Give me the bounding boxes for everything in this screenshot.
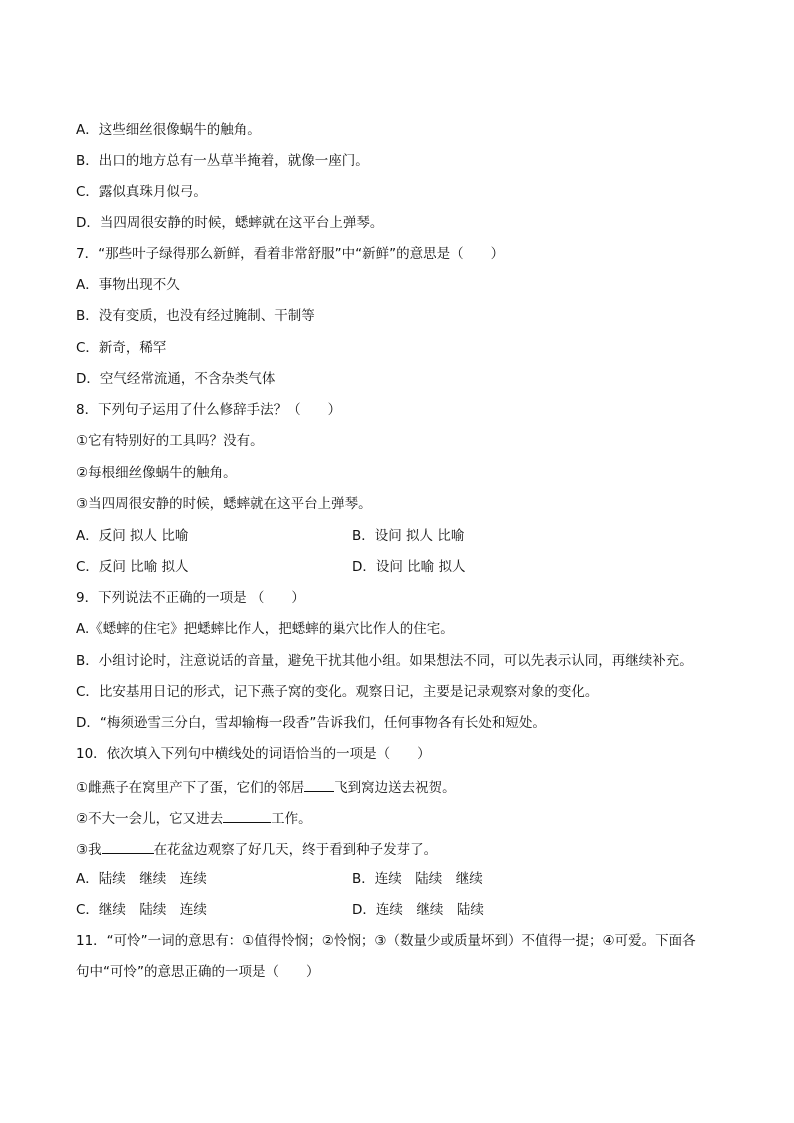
- q6-option-c: C．露似真珠月似弓。: [76, 184, 207, 200]
- q8-option-a: A．反问 拟人 比喻: [76, 528, 189, 544]
- q8-option-c: C．反问 比喻 拟人: [76, 559, 189, 575]
- q6-option-d: D．当四周很安静的时候，蟋蟀就在这平台上弹琴。: [76, 215, 384, 231]
- q7-option-b: B．没有变质，也没有经过腌制、干制等: [76, 308, 315, 324]
- q10-sentence-3: ③我 在花盆边观察了好几天，终于看到种子发芽了。: [76, 839, 437, 859]
- q10-sentence-1: ①雌燕子在窝里产下了蛋，它们的邻居 飞到窝边送去祝贺。: [76, 777, 456, 797]
- q8-sentence-1: ①它有特别好的工具吗？没有。: [76, 433, 264, 449]
- q8-options-row-1: [76, 527, 465, 545]
- q10-options-row-2: [76, 901, 484, 919]
- q10-sentence-2: ②不大一会儿，它又进去 工作。: [76, 808, 312, 828]
- q10-option-c: C．继续 陆续 连续: [76, 902, 207, 918]
- q10-options-row-1: [76, 870, 483, 888]
- q9-option-a: A.《蟋蟀的住宅》把蟋蟀比作人，把蟋蟀的巢穴比作人的住宅。: [76, 621, 454, 637]
- q8-option-b: B．设问 拟人 比喻: [352, 528, 465, 544]
- q7-option-d: D．空气经常流通，不含杂类气体: [76, 371, 276, 387]
- q9-option-b: B．小组讨论时，注意说话的音量，避免干扰其他小组。如果想法不同，可以先表示认同，再继续补充。: [76, 653, 693, 669]
- q8-option-d: D．设问 比喻 拟人: [352, 559, 466, 575]
- q8-stem: 8．下列句子运用了什么修辞手法？（ ）: [76, 402, 342, 418]
- q10-option-a: A．陆续 继续 连续: [76, 871, 207, 887]
- q10-stem: 10．依次填入下列句中横线处的词语恰当的一项是（ ）: [76, 746, 431, 762]
- q11-stem-line-1: 11．“可怜”一词的意思有：①值得怜悯；②怜悯；③（数量少或质量坏到）不值得一提；④可爱。下面各: [76, 933, 696, 949]
- q7-option-c: C．新奇，稀罕: [76, 340, 167, 356]
- q11-stem-line-2: 句中“可怜”的意思正确的一项是（ ）: [76, 964, 320, 980]
- q6-option-a: A．这些细丝很像蜗牛的触角。: [76, 122, 261, 138]
- q10-option-b: B．连续 陆续 继续: [352, 871, 483, 887]
- q8-sentence-3: ③当四周很安静的时候，蟋蟀就在这平台上弹琴。: [76, 496, 372, 512]
- q9-stem: 9．下列说法不正确的一项是 （ ）: [76, 590, 305, 606]
- q9-option-d: D．“梅须逊雪三分白，雪却输梅一段香”告诉我们，任何事物各有长处和短处。: [76, 715, 546, 731]
- q7-stem: 7．“那些叶子绿得那么新鲜，看着非常舒服”中“新鲜”的意思是（ ）: [76, 246, 505, 262]
- fill-blank-1: [304, 777, 334, 792]
- fill-blank-2: [223, 808, 271, 823]
- q7-option-a: A．事物出现不久: [76, 277, 180, 293]
- q6-option-b: B．出口的地方总有一丛草半掩着，就像一座门。: [76, 153, 369, 169]
- q8-options-row-2: [76, 558, 466, 576]
- fill-blank-3: [102, 839, 154, 854]
- q10-option-d: D．连续 继续 陆续: [352, 902, 484, 918]
- q9-option-c: C．比安基用日记的形式，记下燕子窝的变化。观察日记，主要是记录观察对象的变化。: [76, 684, 599, 700]
- q8-sentence-2: ②每根细丝像蜗牛的触角。: [76, 465, 237, 481]
